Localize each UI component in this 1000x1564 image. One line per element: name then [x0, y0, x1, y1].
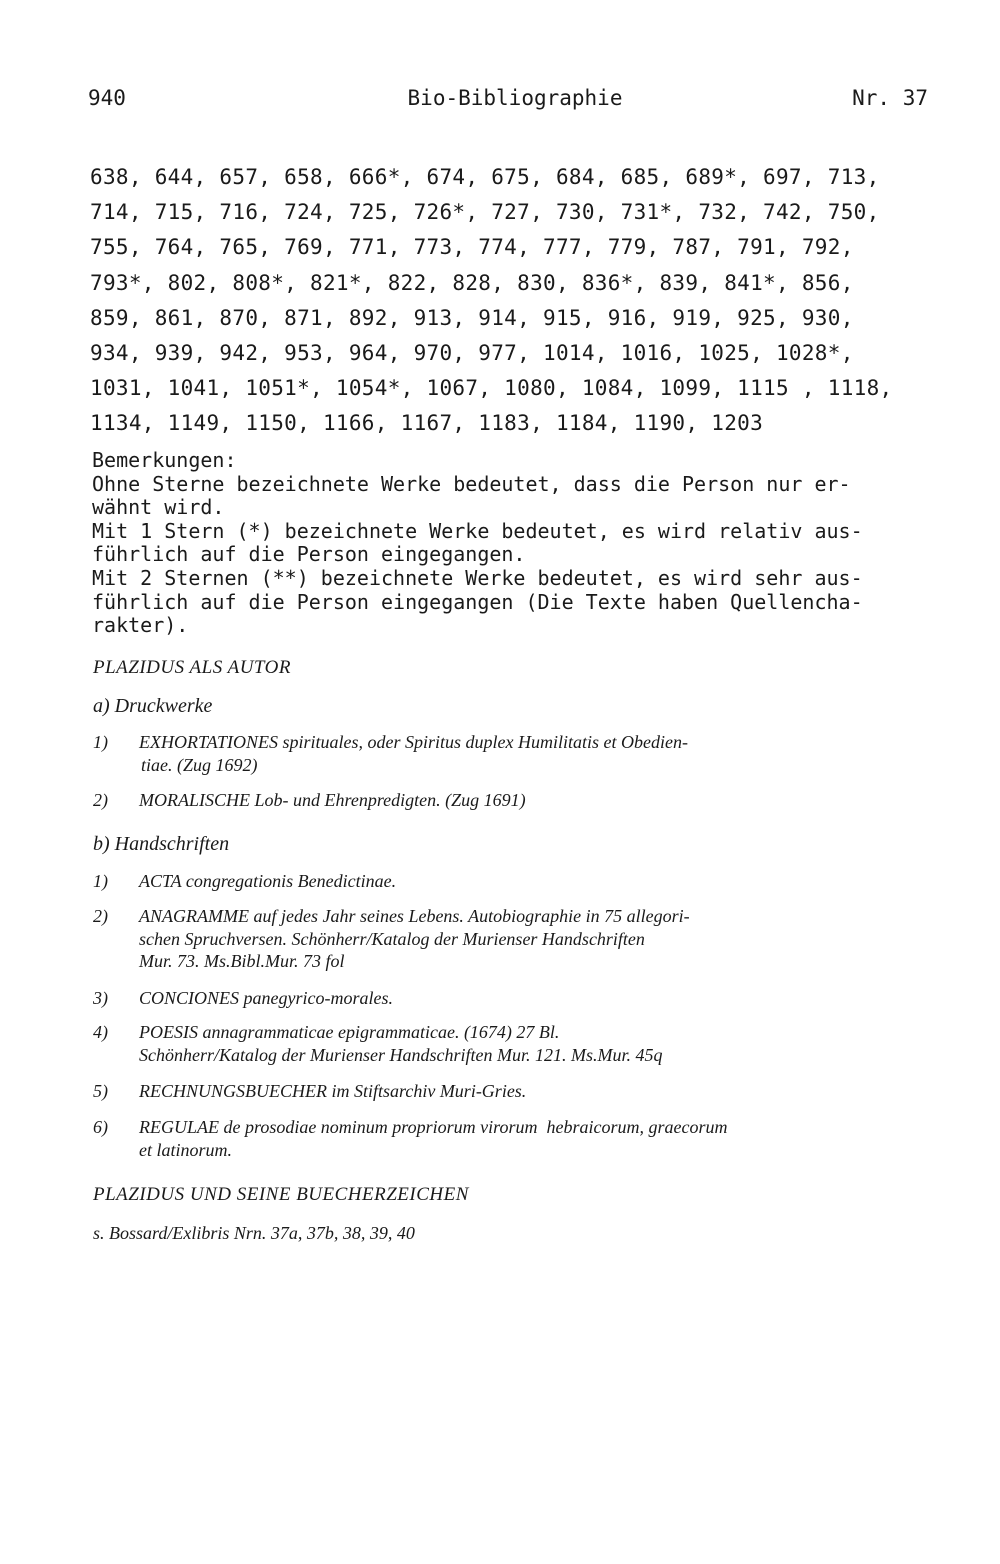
item-number: 5) [93, 1081, 108, 1101]
number-line: 934, 939, 942, 953, 964, 970, 977, 1014, 1016, 1025, 1028*, [90, 340, 854, 365]
list-item [93, 1116, 953, 1162]
remarks-line: rakter). [92, 613, 189, 638]
number-line: 638, 644, 657, 658, 666*, 674, 675, 684, 685, 689*, 697, 713, [90, 165, 880, 189]
page-number: 940 [88, 86, 126, 110]
subsection-label-printed: a) Druckwerke [93, 695, 213, 717]
item-number: 1) [93, 732, 108, 752]
remarks-line: Mit 2 Sternen (**) bezeichnete Werke bedeutet, es wird sehr aus- [92, 565, 863, 590]
item-line: schen Spruchversen. Schönherr/Katalog der Murienser Handschriften [139, 928, 645, 949]
item-line: EXHORTATIONES spirituales, oder Spiritus duplex Humilitatis et Obedien- [139, 732, 688, 752]
list-item [93, 870, 953, 894]
item-number: 2) [93, 906, 108, 926]
item-line: et latinorum. [139, 1139, 232, 1160]
item-number: 6) [93, 1117, 108, 1137]
item-line: CONCIONES panegyrico-morales. [139, 988, 393, 1008]
number-line: 1134, 1149, 1150, 1166, 1167, 1183, 1184, 1190, 1203 [90, 411, 764, 436]
subsection-label-manuscripts: b) Handschriften [93, 833, 230, 855]
item-number: 1) [93, 871, 108, 891]
list-item [93, 789, 953, 813]
item-line: ACTA congregationis Benedictinae. [139, 871, 397, 891]
remarks-label: Bemerkungen: [92, 448, 237, 472]
item-number: 4) [93, 1022, 108, 1042]
item-line: MORALISCHE Lob- und Ehrenpredigten. (Zug 1691) [139, 790, 526, 810]
remarks-line: führlich auf die Person eingegangen. [92, 542, 526, 567]
remarks-line: führlich auf die Person eingegangen (Die Texte haben Quellencha- [92, 589, 863, 614]
number-line: 755, 764, 765, 769, 771, 773, 774, 777, 779, 787, 791, 792, [90, 235, 854, 260]
number-line: 793*, 802, 808*, 821*, 822, 828, 830, 836*, 839, 841*, 856, [90, 270, 854, 295]
remarks-line: Mit 1 Stern (*) bezeichnete Werke bedeutet, es wird relativ aus- [92, 518, 863, 543]
section-heading-author: PLAZIDUS ALS AUTOR [93, 657, 291, 678]
item-number: 3) [93, 988, 108, 1008]
number-line: 714, 715, 716, 724, 725, 726*, 727, 730, 731*, 732, 742, 750, [90, 200, 880, 225]
list-item [93, 905, 953, 975]
list-item [93, 1080, 953, 1104]
remarks-block [92, 449, 952, 638]
section-heading-bookplates: PLAZIDUS UND SEINE BUECHERZEICHEN [93, 1184, 469, 1205]
list-item [93, 731, 953, 777]
number-line: 859, 861, 870, 871, 892, 913, 914, 915, 916, 919, 925, 930, [90, 305, 854, 330]
remarks-line: wähnt wird. [92, 495, 225, 520]
item-line: ANAGRAMME auf jedes Jahr seines Lebens. Autobiographie in 75 allegori- [139, 906, 690, 926]
page-title: Bio-Bibliographie [407, 86, 623, 110]
number-line: 1031, 1041, 1051*, 1054*, 1067, 1080, 1084, 1099, 1115 , 1118, [90, 376, 893, 401]
list-item [93, 1021, 953, 1067]
entry-number: Nr. 37 [852, 86, 928, 110]
item-number: 2) [93, 790, 108, 810]
remarks-line: Ohne Sterne bezeichnete Werke bedeutet, dass die Person nur er- [92, 471, 851, 496]
item-line: RECHNUNGSBUECHER im Stiftsarchiv Muri-Gries. [139, 1081, 527, 1101]
item-line: POESIS annagrammaticae epigrammaticae. (1674) 27 Bl. [139, 1022, 560, 1042]
item-line: tiae. (Zug 1692) [141, 754, 258, 775]
item-line: Mur. 73. Ms.Bibl.Mur. 73 fol [139, 951, 345, 971]
bookplate-reference: s. Bossard/Exlibris Nrn. 37a, 37b, 38, 39, 40 [93, 1223, 415, 1243]
list-item [93, 987, 953, 1011]
item-line: REGULAE de prosodiae nominum propriorum virorum hebraicorum, graecorum [139, 1117, 728, 1137]
item-line: Schönherr/Katalog der Murienser Handschriften Mur. 121. Ms.Mur. 45q [139, 1044, 663, 1065]
reference-number-list [90, 160, 950, 442]
